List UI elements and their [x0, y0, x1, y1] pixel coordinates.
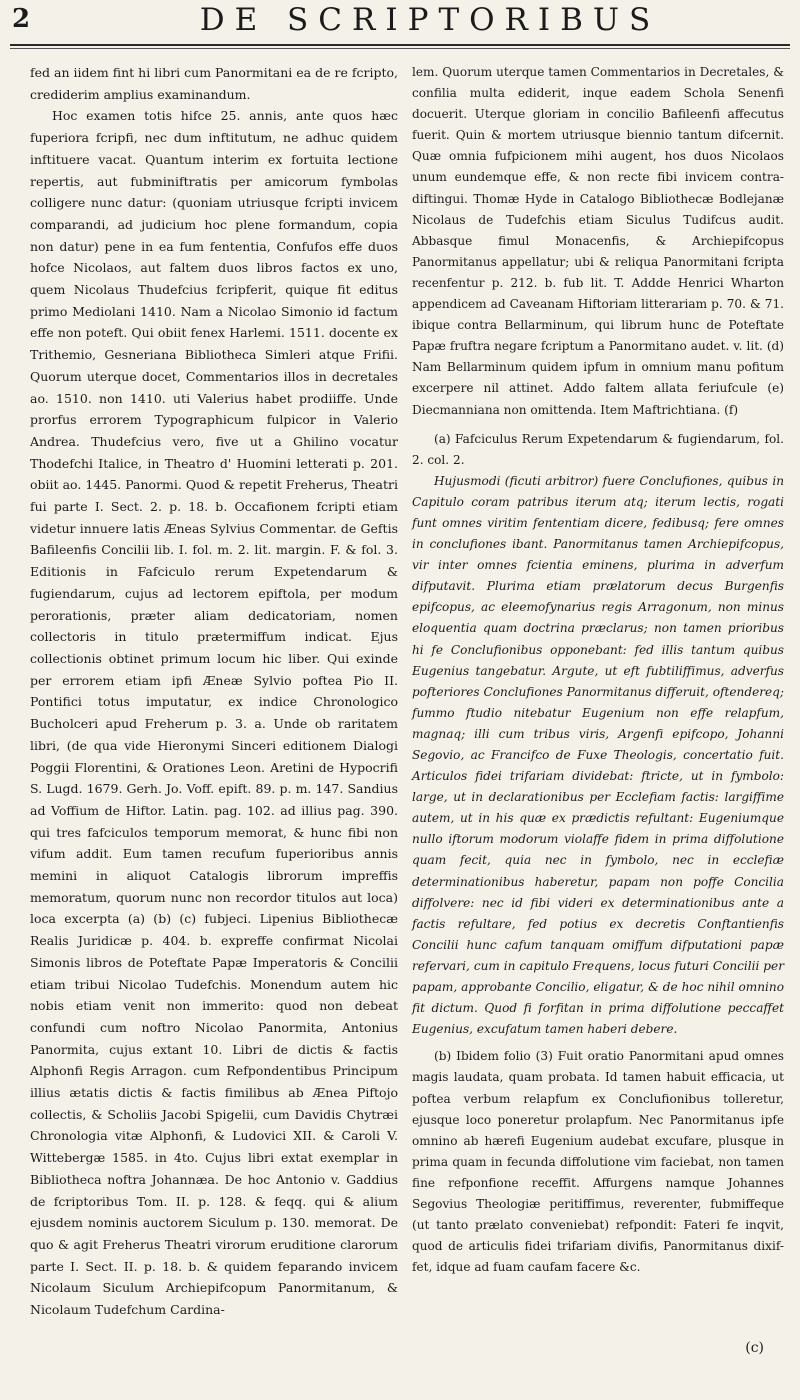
- left-column: [30, 62, 398, 1321]
- left-paragraph-2: Hoc examen totis hifce 25. annis, ante quos hæc fuperiora fcripfi, nec dum inftitutum, ne adhuc quidem inftituere vacat. Quantum interim ex fortuita lectione repertis, aut fubminiftratis per amicorum fymbolas colligere nunc datur: (quoniam utriusque fcripti invicem comparandi, ad judicium hoc plene formandum, copia non datur) pene in ea fum fententia, Confufos effe duos hofce Nicolaos, aut faltem duos libros factos ex uno, quem Nicolaus Thudefcius fcripferit, quique fit editus primo Mediolani 1410. Nam a Nicolao Simonio id factum effe non poteft. Qui obiit fenex Harlemi. 1511. docente ex Trithemio, Gesneriana Bibliotheca Simleri atque Frifii. Quorum uterque docet, Commentarios illos in decretales ao. 1510. non 1410. uti Valerius habet prodiiffe. Unde prorfus errorem Typographicum fulpicor in Valerio Andrea. Thudefcius vero, five ut a Ghilino vocatur Thodefchi Italice, in Theatro d' Huomini letterati p. 201. obiit ao. 1445. Panormi. Quod & repetit Freherus, Theatri fui parte I. Sect. 2. p. 18. b. Occafionem fcripti etiam videtur innuere latis Æneas Sylvius Commentar. de Geftis Bafileenfis Concilii lib. I. fol. m. 2. lit. margin. F. & fol. 3. Editionis in Fafciculo rerum Expetendarum & fugiendarum, cujus ad lectorem epiftola, per modum perorationis, præter aliam dedicatoriam, nomen collectoris in titulo prætermiffum indicat. Ejus collectionis obtinet primum locum hic liber. Qui exinde per errorem etiam ipfi Æneæ Sylvio poftea Pio II. Pontifici totus imputatur, ex indice Chronologico Bucholceri apud Freherum p. 3. a. Unde ob raritatem libri, (de qua vide Hieronymi Sinceri editionem Dialogi Poggii Florentini, & Orationes Leon. Aretini de Hypocrifi S. Lugd. 1679. Gerh. Jo. Voff. epift. 89. p. m. 147. Sandius ad Voffium de Hiftor. Latin. pag. 102. ad illius pag. 390. qui tres fafciculos temporum memorat, & hunc fibi non vifum addit. Eum tamen recufum fuperioribus annis memini in aliquot Catalogis librorum impreffis memoratum, quorum nunc non recordor titulos aut loca) loca excerpta (a) (b) (c) fubjeci. Lipenius Bibliothecæ Realis Juridicæ p. 404. b. expreffe confirmat Nicolai Simonis libros de Poteftate Papæ Imperatoris & Concilii etiam tribui Nicolao Tudefchis. Monendum autem hic nobis etiam venit non immerito: quod non debeat confundi cum noftro Nicolao Panormita, Antonius Panormita, cujus extant 10. Libri de dictis & factis Alphonfi Regis Arragon. cum Refpondentibus Principum illius ætatis dictis & factis fimilibus ab Ænea Piftojo collectis, & Scholiis Jacobi Spigelii, cum Davidis Chytræi Chronologia vitæ Alphonfi, & Ludovici XII. & Caroli V. Wittebergæ 1585. in 4to. Cujus libri extat exemplar in Bibliotheca noftra Johannæa. De hoc Antonio v. Gaddius de fcriptoribus Tom. II. p. 128. & feqq. qui & alium ejusdem nominis auctorem Siculum p. 130. memorat. De quo & agit Freherus Theatri virorum eruditione clarorum parte I. Sect. II. p. 18. b. & quidem feparando invicem Nicolaum Siculum Archiepifcopum Panormitanum, & Nicolaum Tudefchum Cardina-: [30, 108, 398, 1318]
- footnote-a-heading: (a) Fafciculus Rerum Expetendarum & fugiendarum, fol. 2. col. 2.: [412, 431, 784, 467]
- right-column: [412, 62, 784, 1278]
- catchword: (c): [745, 1340, 764, 1356]
- header-rule: [10, 44, 790, 46]
- footnote-b: (b) Ibidem folio (3) Fuit oratio Panormitani apud omnes magis laudata, quam probata. Id tamen habuit efficacia, ut poftea verbum relapfum ex Conclufionibus tolleretur, ejusque loco poneretur prolapfum. Nec Panormitanus ipfe omnino ab hærefi Eugenium audebat excufare, plusque in prima quam in fecunda diffolutione vim faciebat, non tamen fine refponfione receffit. Affurgens namque Johannes Segovius Theologiæ peritiffimus, reverenter, fubmiffeque (ut tanto prælato conveniebat) refpondit: Fateri fe inqvit, quod de articulis fidei trifariam divifis, Panormitanus dixif- fet, idque ad fuam caufam facere &c.: [412, 1049, 784, 1275]
- running-title: DE SCRIPTORIBUS: [199, 2, 661, 38]
- left-paragraph-1: fed an iidem fint hi libri cum Panormitani ea de re fcripto, crediderim amplius examinandum.: [30, 65, 398, 102]
- right-paragraph-1: lem. Quorum uterque tamen Commentarios in Decretales, & confilia multa ediderit, inque eadem Schola Senenfi docuerit. Uterque gloriam in concilio Bafileenfi affecutus fuerit. Quin & mortem utriusque biennio tantum difcernit. Quæ omnia fufpicionem mihi augent, hos duos Nicolaos unum eundemque effe, & non recte fibi invicem contra-diftingui. Thomæ Hyde in Catalogo Bibliothecæ Bodlejanæ Nicolaus de Tudefchis etiam Siculus Tudifcus audit. Abbasque fimul Monacenfis, & Archiepifcopus Panormitanus appellatur; ubi & reliqua Panormitani fcripta recenfentur p. 212. b. fub lit. T. Addde Henrici Wharton appendicem ad Caveanam Hiftoriam litterariam p. 70. & 71. ibique contra Bellarminum, qui librum hunc de Poteftate Papæ fruftra negare fcriptum a Panormitano audet. v. lit. (d) Nam Bellarminum quidem ipfum in omnium manu pofitum excerpere nil attinet. Addo faltem allata feriufcule (e) Diecmanniana non omittenda. Item Maftrichtiana. (f): [412, 65, 784, 417]
- footnote-a-quote: Hujusmodi (ficuti arbitror) fuere Conclufiones, quibus in Capitulo coram patribus iterum atq; iterum lectis, rogati funt omnes viritim fententiam dicere, fedibusq; fere omnes in conclufiones ibant. Panormitanus tamen Archiepifcopus, vir inter omnes fcientia eminens, plurima in adverfum difputavit. Plurima etiam prælatorum decus Burgenfis epifcopus, ac eleemofynarius regis Arragonum, non minus eloquentia quam doctrina præclarus; non tamen prioribus hi fe Conclufionibus opponebant: fed illis tantum quibus Eugenius tangebatur. Argute, ut eft fubtiliffimus, adverfus pofteriores Conclufiones Panormitanus differuit, oftendereq; fummo ftudio nitebatur Eugenium non effe relapfum, magnaq; illi cum tribus viris, Argenfi epifcopo, Johanni Segovio, ac Francifco de Fuxe Theologis, concertatio fuit. Articulos fidei trifariam dividebat: ftricte, ut in fymbolo: large, ut in declarationibus per Ecclefiam factis: largiffime autem, ut in his quæ ex prædictis refultant: Eugeniumque nullo iftorum modorum violaffe fidem in prima diffolutione quam fecit, quia nec in fymbolo, nec in ecclefiæ determinationibus haberetur, papam non poffe Concilia diffolvere: nec id fibi videri ex determinationibus ante a factis refultare, fed potius ex decretis Conftantienfis Concilii hunc cafum tanquam omiffum difputationi papæ refervari, cum in capitulo Frequens, locus futuri Concilii per papam, approbante Concilio, eligatur, & de hoc nihil omnino fit dictum. Quod fi forfitan in prima diffolutione peccaffet Eugenius, excufatum tamen haberi debere.: [412, 473, 784, 1037]
- page-number: 2: [12, 4, 31, 34]
- header-rule-thin: [10, 48, 790, 49]
